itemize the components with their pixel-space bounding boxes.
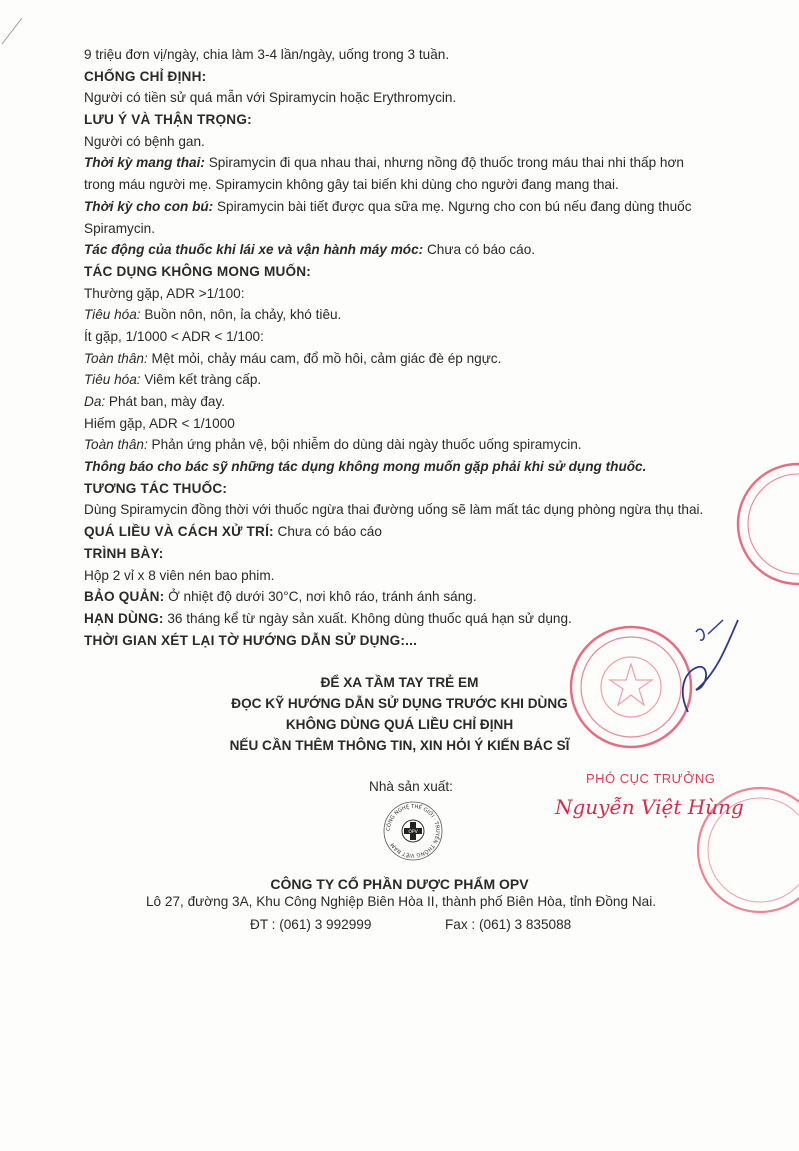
logo-center-text: OPV (408, 830, 418, 835)
category-label: Toàn thân: (84, 437, 148, 453)
subheading: Tác động của thuốc khi lái xe và vận hành máy móc: (84, 242, 424, 258)
partial-seal-right-icon (728, 460, 799, 590)
body-line (84, 196, 764, 218)
body-text: Buồn nôn, nôn, ỉa chảy, khó tiêu. (140, 307, 342, 323)
body-line (84, 348, 764, 370)
signature-icon (648, 612, 748, 722)
body-text: Thường gặp, ADR >1/100: (84, 285, 245, 301)
leaflet-body (84, 44, 764, 651)
body-line (84, 261, 764, 283)
body-line (84, 565, 764, 587)
company-address: Lô 27, đường 3A, Khu Công Nghiệp Biên Hòa II, thành phố Biên Hòa, tỉnh Đồng Nai. (146, 894, 656, 909)
subheading: Thông báo cho bác sỹ những tác dụng không mong muốn gặp phải khi sử dụng thuốc. (84, 459, 647, 475)
body-line (84, 174, 764, 196)
body-text: Dùng Spiramycin đồng thời với thuốc ngừa thai đường uống sẽ làm mất tác dụng phòng ngừa thụ thai. (84, 502, 704, 518)
body-line (84, 586, 764, 608)
body-text: Chưa có báo cáo. (423, 242, 536, 258)
body-text: 9 triệu đơn vị/ngày, chia làm 3-4 lần/ngày, uống trong 3 tuần. (84, 47, 450, 62)
body-line (84, 456, 764, 478)
section-heading: TÁC DỤNG KHÔNG MONG MUỐN: (84, 263, 312, 279)
logo-ring-text: CÔNG NGHỆ THẾ GIỚI · TRUYỀN THỐNG VIỆT NAM (385, 803, 441, 859)
warning-keep-away: ĐỂ XA TẦM TAY TRẺ EM (320, 675, 479, 690)
body-text: Hộp 2 vỉ x 8 viên nén bao phim. (84, 567, 275, 583)
body-text: Ít gặp, 1/1000 < ADR < 1/100: (84, 328, 264, 344)
body-text: Spiramycin bài tiết được qua sữa mẹ. Ngưng cho con bú nếu đang dùng thuốc (213, 198, 692, 214)
body-text: Ở nhiệt độ dưới 30°C, nơi khô ráo, tránh ánh sáng. (164, 589, 477, 605)
section-heading: LƯU Ý VÀ THẬN TRỌNG: (84, 112, 252, 128)
body-line (84, 131, 764, 153)
body-text: Phát ban, mày đay. (105, 394, 226, 409)
category-label: Tiêu hóa: (84, 307, 141, 323)
body-line (84, 44, 764, 66)
section-heading: THỜI GIAN XÉT LẠI TỜ HƯỚNG DẪN SỬ DỤNG:... (84, 632, 418, 648)
body-line (84, 326, 764, 348)
warning-no-overdose: KHÔNG DÙNG QUÁ LIỀU CHỈ ĐỊNH (285, 717, 514, 732)
category-label: Toàn thân: (84, 350, 148, 366)
body-line (84, 478, 764, 500)
body-line (84, 218, 764, 240)
signer-title: PHÓ CỤC TRƯỞNG (586, 771, 716, 786)
company-name: CÔNG TY CỔ PHẦN DƯỢC PHẨM OPV (270, 876, 529, 892)
category-label: Tiêu hóa: (84, 372, 141, 388)
opv-logo (382, 800, 444, 862)
body-line (84, 66, 764, 88)
company-phone: ĐT : (061) 3 992999 (250, 917, 372, 932)
body-text: Người có bệnh gan. (84, 133, 205, 149)
body-text: Hiếm gặp, ADR < 1/1000 (84, 415, 235, 431)
company-fax: Fax : (061) 3 835088 (445, 917, 572, 932)
body-text: 36 tháng kể từ ngày sản xuất. Không dùng thuốc quá hạn sử dụng. (163, 610, 572, 626)
body-line (84, 109, 764, 131)
section-heading: BẢO QUẢN: (84, 589, 165, 605)
body-line (84, 413, 764, 435)
body-text: trong máu người mẹ. Spiramycin không gây tai biến khi dùng cho người đang mang thai. (84, 177, 619, 193)
body-line (84, 283, 764, 305)
section-heading: QUÁ LIỀU VÀ CÁCH XỬ TRÍ: (84, 524, 274, 540)
body-line (84, 304, 764, 326)
body-text: Phản ứng phản vệ, bội nhiễm do dùng dài ngày thuốc uống spiramycin. (147, 437, 582, 453)
subheading: Thời kỳ cho con bú: (84, 198, 214, 214)
body-text: Chưa có báo cáo (273, 524, 382, 540)
body-text: Spiramycin đi qua nhau thai, nhưng nồng độ thuốc trong máu thai nhi thấp hơn (204, 155, 684, 171)
body-text: Viêm kết tràng cấp. (140, 372, 262, 388)
manufacturer-label: Nhà sản xuất: (369, 779, 453, 794)
section-heading: CHỐNG CHỈ ĐỊNH: (84, 68, 207, 84)
body-line (84, 521, 764, 543)
scan-corner-mark (0, 0, 60, 60)
section-heading: HẠN DÙNG: (84, 610, 164, 626)
body-line (84, 499, 764, 521)
warning-ask-doctor: NẾU CẦN THÊM THÔNG TIN, XIN HỎI Ý KIẾN BÁC SĨ (229, 738, 570, 753)
body-text: Mệt mỏi, chảy máu cam, đổ mồ hôi, cảm giác đè ép ngực. (147, 350, 502, 366)
body-text: Người có tiền sử quá mẫn với Spiramycin hoặc Erythromycin. (84, 90, 457, 106)
body-line (84, 434, 764, 456)
body-line (84, 87, 764, 109)
warning-read-instructions: ĐỌC KỸ HƯỚNG DẪN SỬ DỤNG TRƯỚC KHI DÙNG (231, 696, 568, 711)
category-label: Da: (84, 394, 106, 409)
body-line (84, 239, 764, 261)
body-line (84, 369, 764, 391)
section-heading: TRÌNH BÀY: (84, 545, 164, 561)
body-line (84, 391, 764, 413)
signer-name: Nguyễn Việt Hùng (555, 795, 744, 819)
section-heading: TƯƠNG TÁC THUỐC: (84, 480, 228, 496)
body-text: Spiramycin. (84, 220, 156, 236)
subheading: Thời kỳ mang thai: (84, 155, 205, 171)
body-line (84, 543, 764, 565)
body-line (84, 152, 764, 174)
